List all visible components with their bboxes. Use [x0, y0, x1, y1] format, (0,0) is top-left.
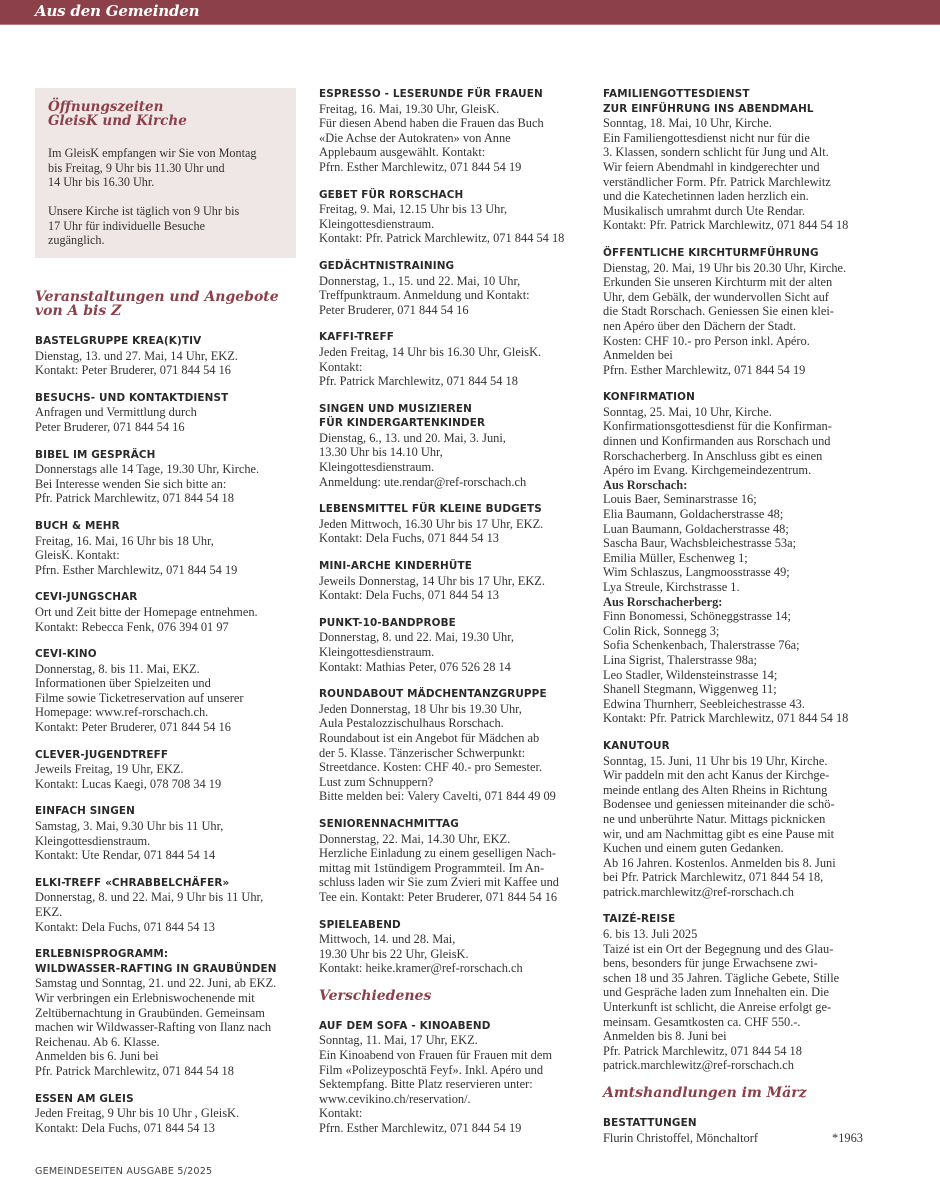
misc-section-title: Verschiedenes — [319, 987, 432, 1004]
entry-heading: GEBET FÜR RORSCHACH — [319, 188, 464, 201]
event-entry — [319, 1019, 591, 1136]
entry-text: 19.30 Uhr bis 22 Uhr, GleisK. — [319, 946, 469, 961]
entry-text: Pfr. Patrick Marchlewitz, 071 844 54 18 — [603, 1043, 802, 1058]
entry-text: Samstag, 3. Mai, 9.30 Uhr bis 11 Uhr, — [35, 819, 224, 834]
entry-text: Musikalisch umrahmt durch Ute Rendar. — [603, 203, 805, 218]
entry-text: Jeden Freitag, 9 Uhr bis 10 Uhr , GleisK. — [35, 1106, 240, 1121]
entry-text: Freitag, 9. Mai, 12.15 Uhr bis 13 Uhr, — [319, 202, 508, 217]
entry-text: nen Apéro über den Dächern der Stadt. — [603, 318, 797, 333]
entry-text: Dienstag, 13. und 27. Mai, 14 Uhr, EKZ. — [35, 348, 238, 363]
group-label: Aus Rorschacherberg: — [603, 594, 723, 609]
event-entry — [319, 188, 591, 246]
event-entry — [603, 390, 903, 726]
entry-text: Für diesen Abend haben die Frauen das Buch — [319, 116, 544, 131]
event-entry — [603, 87, 903, 233]
entry-text: Kontakt: — [319, 359, 363, 374]
event-entry — [319, 502, 591, 546]
event-entry — [35, 519, 297, 577]
event-entry — [319, 616, 591, 674]
entry-text: Anfragen und Vermittlung durch — [35, 405, 197, 420]
confirmand-name: Edwina Thurnherr, Seebleichestrasse 43. — [603, 696, 805, 711]
entry-text: schen 18 und 35 Jahren. Tägliche Gebete, Stille — [603, 970, 840, 985]
burial-name: Flurin Christoffel, Mönchaltorf — [603, 1130, 758, 1145]
opening-hours-heading — [48, 100, 187, 128]
header-title: Aus den Gemeinden — [35, 2, 200, 20]
event-entry — [35, 876, 297, 934]
entry-heading: CEVI-KINO — [35, 648, 97, 661]
burial-row — [603, 1131, 863, 1146]
entry-text: Sonntag, 18. Mai, 10 Uhr, Kirche. — [603, 116, 772, 131]
title-line: Veranstaltungen und Angebote — [35, 289, 279, 305]
event-entry — [35, 334, 297, 378]
entry-heading: MINI-ARCHE KINDERHÜTE — [319, 560, 472, 573]
entry-text: ne und unberührte Natur. Mittags picknicken — [603, 811, 826, 826]
entry-text: Bitte melden bei: Valery Cavelti, 071 844 49 09 — [319, 789, 556, 804]
entry-text: wir, und am Nachmittag gibt es eine Pause mit — [603, 826, 835, 841]
entry-text: Ein Familiengottesdienst nicht nur für die — [603, 130, 810, 145]
event-entry — [35, 748, 297, 792]
event-entry — [319, 687, 591, 804]
entry-text: Pfrn. Esther Marchlewitz, 071 844 54 19 — [319, 159, 522, 174]
event-entry — [603, 739, 903, 900]
entry-text: Wir paddeln mit den acht Kanus der Kirchge- — [603, 768, 830, 783]
event-entry — [603, 246, 903, 377]
entry-text: Kuchen und einem guten Gedanken. — [603, 841, 784, 856]
entry-text: Pfrn. Esther Marchlewitz, 071 844 54 19 — [603, 362, 806, 377]
entry-text: Kontakt: Peter Bruderer, 071 844 54 16 — [35, 720, 231, 735]
entry-text: Herzliche Einladung zu einem geselligen Nach- — [319, 846, 557, 861]
entry-contact: Kontakt: Pfr. Patrick Marchlewitz, 071 844 54 18 — [603, 711, 849, 726]
entry-heading: BASTELGRUPPE KREA(K)TIV — [35, 335, 202, 347]
confirmand-name: Luan Baumann, Goldacherstrasse 48; — [603, 521, 789, 536]
entry-text: Reichenau. Ab 6. Klasse. — [35, 1034, 160, 1049]
entry-text: Kontakt: Dela Fuchs, 071 844 54 13 — [35, 919, 215, 934]
entry-heading: LEBENSMITTEL FÜR KLEINE BUDGETS — [319, 503, 542, 516]
entry-heading: GEDÄCHTNISTRAINING — [319, 259, 455, 272]
entry-text: und die Katechetinnen laden herzlich ein. — [603, 189, 809, 204]
entry-heading: SENIORENNACHMITTAG — [319, 817, 459, 830]
burial-born: *1963 — [832, 1130, 863, 1145]
entry-text: Filme sowie Ticketreservation auf unserer — [35, 690, 244, 705]
entry-text: Donnerstag, 8. und 22. Mai, 9 Uhr bis 11 Uhr, — [35, 890, 264, 905]
entry-heading: WILDWASSER-RAFTING IN GRAUBÜNDEN — [35, 962, 277, 975]
entry-text: Pfr. Patrick Marchlewitz, 071 844 54 18 — [35, 491, 234, 506]
entry-text: Pfr. Patrick Marchlewitz, 071 844 54 18 — [319, 374, 518, 389]
entry-text: Kleingottesdienstraum. — [319, 460, 435, 475]
entry-text: Samstag und Sonntag, 21. und 22. Juni, ab EKZ. — [35, 976, 277, 991]
opening-hours-gleisk — [48, 146, 288, 190]
entry-text: Apéro im Evang. Kirchgemeindezentrum. — [603, 463, 812, 478]
confirmand-name: Emilia Müller, Eschenweg 1; — [603, 550, 748, 565]
group-label: Aus Rorschach: — [603, 477, 688, 492]
entry-text: Ab 16 Jahren. Kostenlos. Anmelden bis 8. Juni — [603, 855, 836, 870]
event-entry — [319, 87, 591, 175]
confirmand-name: Louis Baer, Seminarstrasse 16; — [603, 492, 757, 507]
entry-text: Kleingottesdienstraum. — [35, 833, 151, 848]
entry-heading: SPIELEABEND — [319, 918, 401, 931]
entry-text: Film «Polizeyposchtä Feyf». Inkl. Apéro und — [319, 1062, 544, 1077]
event-list — [603, 87, 903, 1073]
entry-text: Mittwoch, 14. und 28. Mai, — [319, 932, 456, 947]
text-line: zugänglich. — [48, 233, 105, 247]
entry-text: Bodensee und geniessen miteinander die schö- — [603, 797, 835, 812]
entry-text: Kontakt: Dela Fuchs, 071 844 54 13 — [319, 588, 499, 603]
entry-text: Pfrn. Esther Marchlewitz, 071 844 54 19 — [319, 1121, 522, 1136]
entry-text: Freitag, 16. Mai, 16 Uhr bis 18 Uhr, — [35, 533, 214, 548]
entry-text: Peter Bruderer, 071 844 54 16 — [35, 419, 185, 434]
entry-text: Kontakt: Dela Fuchs, 071 844 54 13 — [319, 531, 499, 546]
entry-text: Applebaum ausgewählt. Kontakt: — [319, 145, 486, 160]
entry-text: Anmelden bis 6. Juni bei — [35, 1049, 159, 1064]
entry-heading: SINGEN UND MUSIZIEREN — [319, 402, 472, 415]
entry-text: Sektempfang. Bitte Platz reservieren unter: — [319, 1077, 533, 1092]
entry-text: Kontakt: Pfr. Patrick Marchlewitz, 071 844 54 18 — [603, 218, 849, 233]
entry-text: Kosten: CHF 10.- pro Person inkl. Apéro. — [603, 333, 810, 348]
entry-text: Kontakt: Dela Fuchs, 071 844 54 13 — [35, 1120, 215, 1135]
entry-text: Uhr, dem Gebälk, der wundervollen Sicht auf — [603, 289, 829, 304]
event-entry — [603, 912, 903, 1073]
events-column-2 — [319, 87, 591, 1149]
entry-text: Jeweils Freitag, 19 Uhr, EKZ. — [35, 762, 184, 777]
opening-hours-church — [48, 204, 288, 248]
entry-text: Konfirmationsgottesdienst für die Konfirman- — [603, 419, 832, 434]
event-list — [319, 87, 591, 976]
confirmand-name: Sofia Schenkenbach, Thalerstrasse 76a; — [603, 638, 800, 653]
entry-text: Sonntag, 11. Mai, 17 Uhr, EKZ. — [319, 1033, 478, 1048]
entry-text: «Die Achse der Autokraten» von Anne — [319, 130, 511, 145]
entry-heading: KANUTOUR — [603, 739, 670, 752]
entry-text: Jeden Freitag, 14 Uhr bis 16.30 Uhr, GleisK. — [319, 344, 542, 359]
entry-text: Kontakt: Lucas Kaegi, 078 708 34 19 — [35, 776, 222, 791]
entry-text: 13.30 Uhr bis 14.10 Uhr, — [319, 445, 443, 460]
entry-text: machen wir Wildwasser-Rafting von Ilanz nach — [35, 1020, 272, 1035]
opening-hours-box — [35, 88, 296, 258]
entry-heading: ESSEN AM GLEIS — [35, 1092, 134, 1105]
entry-text: schluss laden wir Sie zum Zvieri mit Kaffee und — [319, 875, 559, 890]
entry-heading: BESUCHS- UND KONTAKTDIENST — [35, 391, 229, 404]
confirmand-name: Lina Sigrist, Thalerstrasse 98a; — [603, 652, 757, 667]
entry-heading: ERLEBNISPROGRAMM: — [35, 948, 169, 961]
event-entry — [319, 817, 591, 905]
entry-text: Jeden Donnerstag, 18 Uhr bis 19.30 Uhr, — [319, 701, 522, 716]
entry-heading: BUCH & MEHR — [35, 519, 120, 532]
entry-heading: ROUNDABOUT MÄDCHENTANZGRUPPE — [319, 688, 547, 701]
entry-text: Donnerstag, 8. bis 11. Mai, EKZ. — [35, 661, 200, 676]
entry-text: GleisK. Kontakt: — [35, 548, 120, 563]
entry-text: Anmelden bei — [603, 348, 673, 363]
entry-heading: CEVI-JUNGSCHAR — [35, 591, 138, 604]
entry-text: Donnerstag, 22. Mai, 14.30 Uhr, EKZ. — [319, 831, 511, 846]
entry-text: verständlicher Form. Pfr. Patrick Marchlewitz — [603, 174, 831, 189]
entry-text: Pfr. Patrick Marchlewitz, 071 844 54 18 — [35, 1063, 234, 1078]
entry-text: Zeltübernachtung in Graubünden. Gemeinsam — [35, 1005, 265, 1020]
entry-text: Sonntag, 25. Mai, 10 Uhr, Kirche. — [603, 404, 772, 419]
entry-heading: FÜR KINDERGARTENKINDER — [319, 417, 486, 430]
entry-text: EKZ. — [35, 905, 63, 919]
entry-heading: TAIZÉ-REISE — [603, 913, 676, 926]
text-line: bis Freitag, 9 Uhr bis 11.30 Uhr und — [48, 160, 225, 175]
confirmand-name: Finn Bonomessi, Schöneggstrasse 14; — [603, 609, 791, 624]
entry-text: 3. Klassen, sondern schlicht für Jung und Alt. — [603, 145, 829, 160]
entry-text: Freitag, 16. Mai, 19.30 Uhr, GleisK. — [319, 101, 500, 116]
entry-text: patrick.marchlewitz@ref-rorschach.ch — [603, 884, 794, 899]
entry-text: Dienstag, 20. Mai, 19 Uhr bis 20.30 Uhr, Kirche. — [603, 260, 847, 275]
confirmand-name: Leo Stadler, Wildensteinstrasse 14; — [603, 667, 778, 682]
text-line: Im GleisK empfangen wir Sie von Montag — [48, 146, 257, 160]
entry-text: mittag mit 1stündigem Programmteil. Im An- — [319, 860, 545, 875]
entry-heading: ESPRESSO - LESERUNDE FÜR FRAUEN — [319, 88, 543, 100]
events-column-3 — [603, 87, 903, 1158]
entry-text: Rorschacherberg. In Anschluss gibt es einen — [603, 448, 823, 463]
entry-text: dinnen und Konfirmanden aus Rorschach und — [603, 434, 831, 449]
entry-text: der 5. Klasse. Tänzerischer Schwerpunkt: — [319, 745, 526, 760]
entry-heading: KONFIRMATION — [603, 391, 695, 404]
event-entry — [319, 402, 591, 490]
entry-text: Homepage: www.ref-rorschach.ch. — [35, 705, 209, 720]
entry-text: Tee ein. Kontakt: Peter Bruderer, 071 844 54 16 — [319, 889, 558, 904]
entry-heading: BESTATTUNGEN — [603, 1117, 697, 1129]
event-entry — [35, 590, 297, 634]
entry-text: und Gespräche laden zum Innehalten ein. Die — [603, 985, 830, 1000]
entry-text: Pfrn. Esther Marchlewitz, 071 844 54 19 — [35, 562, 238, 577]
entry-heading: AUF DEM SOFA - KINOABEND — [319, 1019, 491, 1032]
entry-text: Kontakt: Mathias Peter, 076 526 28 14 — [319, 659, 511, 674]
event-entry — [35, 448, 297, 506]
confirmand-name: Wim Schlaszus, Langmoosstrasse 49; — [603, 565, 790, 580]
entry-text: Jeden Mittwoch, 16.30 Uhr bis 17 Uhr, EKZ. — [319, 516, 544, 531]
official-section-title: Amtshandlungen im März — [603, 1085, 807, 1101]
entry-text: Anmeldung: ute.rendar@ref-rorschach.ch — [319, 474, 527, 489]
entry-text: Kontakt: — [319, 1106, 363, 1121]
text-line: Unsere Kirche ist täglich von 9 Uhr bis — [48, 204, 240, 218]
event-entry — [35, 647, 297, 735]
entry-text: Sonntag, 15. Juni, 11 Uhr bis 19 Uhr, Kirche. — [603, 753, 828, 768]
entry-heading: CLEVER-JUGENDTREFF — [35, 748, 169, 761]
entry-text: Lust zum Schnuppern? — [319, 774, 434, 789]
entry-text: Taizé ist ein Ort der Begegnung und des Glau- — [603, 941, 834, 956]
entry-text: Wir feiern Abendmahl in kindgerechter und — [603, 159, 820, 174]
entry-text: Erkunden Sie unseren Kirchturm mit der alten — [603, 275, 833, 290]
confirmand-name: Elia Baumann, Goldacherstrasse 48; — [603, 507, 784, 522]
entry-text: die Stadt Rorschach. Geniessen Sie einen klei- — [603, 304, 834, 319]
entry-text: Donnerstags alle 14 Tage, 19.30 Uhr, Kirche. — [35, 462, 260, 477]
entry-heading: FAMILIENGOTTESDIENST — [603, 88, 750, 100]
entry-text: Kleingottesdienstraum. — [319, 216, 435, 231]
entry-text: Roundabout ist ein Angebot für Mädchen ab — [319, 730, 540, 745]
entry-text: 6. bis 13. Juli 2025 — [603, 927, 698, 942]
text-line: 14 Uhr bis 16.30 Uhr. — [48, 175, 155, 189]
confirmand-name: Sascha Baur, Wachsbleichestrasse 53a; — [603, 536, 797, 551]
entry-heading: ÖFFENTLICHE KIRCHTURMFÜHRUNG — [603, 246, 819, 259]
entry-text: Informationen über Spielzeiten und — [35, 676, 211, 691]
entry-heading: ZUR EINFÜHRUNG INS ABENDMAHL — [603, 102, 814, 115]
entry-text: Kontakt: Pfr. Patrick Marchlewitz, 071 844 54 18 — [319, 231, 565, 246]
footer-issue: GEMEINDESEITEN AUSGABE 5/2025 — [35, 1166, 213, 1177]
events-section-title — [35, 290, 297, 318]
event-entry — [35, 804, 297, 862]
entry-text: meinsam. Gesamtkosten ca. CHF 550.-. — [603, 1014, 801, 1029]
entry-heading: PUNKT-10-BANDPROBE — [319, 616, 456, 629]
event-entry — [319, 918, 591, 976]
event-list — [35, 334, 297, 1135]
misc-list — [319, 1019, 591, 1136]
title-line: von A bis Z — [35, 303, 122, 319]
event-entry — [319, 330, 591, 388]
events-column-1 — [35, 290, 297, 1148]
entry-text: Ein Kinoabend von Frauen für Frauen mit dem — [319, 1048, 552, 1063]
entry-text: Anmelden bis 8. Juni bei — [603, 1029, 727, 1044]
confirmand-name: Lya Streule, Kirchstrasse 1. — [603, 580, 740, 594]
entry-text: Dienstag, 6., 13. und 20. Mai, 3. Juni, — [319, 430, 506, 445]
heading-line: Öffnungszeiten — [48, 99, 164, 115]
entry-text: Kontakt: heike.kramer@ref-rorschach.ch — [319, 961, 523, 976]
confirmand-name: Colin Rick, Sonnegg 3; — [603, 623, 720, 638]
entry-text: Kleingottesdienstraum. — [319, 645, 435, 659]
event-entry — [35, 947, 297, 1078]
entry-text: bei Pfr. Patrick Marchlewitz, 071 844 54 18, — [603, 870, 824, 885]
event-entry — [35, 1092, 297, 1136]
entry-text: bens, besonders für junge Erwachsene zwi- — [603, 956, 818, 971]
entry-heading: EINFACH SINGEN — [35, 805, 136, 818]
header-bar — [0, 0, 940, 25]
entry-heading: KAFFI-TREFF — [319, 331, 394, 344]
entry-heading: BIBEL IM GESPRÄCH — [35, 448, 156, 461]
entry-heading: ELKI-TREFF «CHRABBELCHÄFER» — [35, 876, 230, 889]
text-line: 17 Uhr für individuelle Besuche — [48, 218, 206, 233]
official-entry — [603, 1116, 903, 1145]
entry-text: Donnerstag, 8. und 22. Mai, 19.30 Uhr, — [319, 630, 514, 645]
entry-text: Unterkunft ist schlicht, die Anreise erfolgt ge- — [603, 1000, 832, 1015]
entry-text: Aula Pestalozzischulhaus Rorschach. — [319, 716, 504, 731]
entry-text: Peter Bruderer, 071 844 54 16 — [319, 302, 469, 317]
confirmand-name: Shanell Stegmann, Wiggenweg 11; — [603, 682, 777, 697]
entry-text: patrick.marchlewitz@ref-rorschach.ch — [603, 1058, 794, 1073]
entry-text: Treffpunktraum. Anmeldung und Kontakt: — [319, 288, 530, 303]
entry-text: www.cevikino.ch/reservation/. — [319, 1091, 471, 1106]
entry-text: Kontakt: Peter Bruderer, 071 844 54 16 — [35, 363, 231, 378]
entry-text: meinde entlang des Alten Rheins in Richtung — [603, 782, 828, 797]
entry-text: Streetdance. Kosten: CHF 40.- pro Semester. — [319, 760, 542, 775]
entry-text: Bei Interesse wenden Sie sich bitte an: — [35, 476, 227, 491]
entry-text: Wir verbringen ein Erlebniswochenende mit — [35, 990, 255, 1005]
heading-line: GleisK und Kirche — [48, 113, 187, 129]
entry-text: Kontakt: Rebecca Fenk, 076 394 01 97 — [35, 619, 229, 634]
entry-text: Jeweils Donnerstag, 14 Uhr bis 17 Uhr, EKZ. — [319, 573, 545, 588]
event-entry — [319, 559, 591, 603]
entry-text: Donnerstag, 1., 15. und 22. Mai, 10 Uhr, — [319, 273, 521, 288]
event-entry — [35, 391, 297, 435]
event-entry — [319, 259, 591, 317]
entry-text: Ort und Zeit bitte der Homepage entnehmen. — [35, 604, 258, 619]
entry-text: Kontakt: Ute Rendar, 071 844 54 14 — [35, 848, 216, 863]
